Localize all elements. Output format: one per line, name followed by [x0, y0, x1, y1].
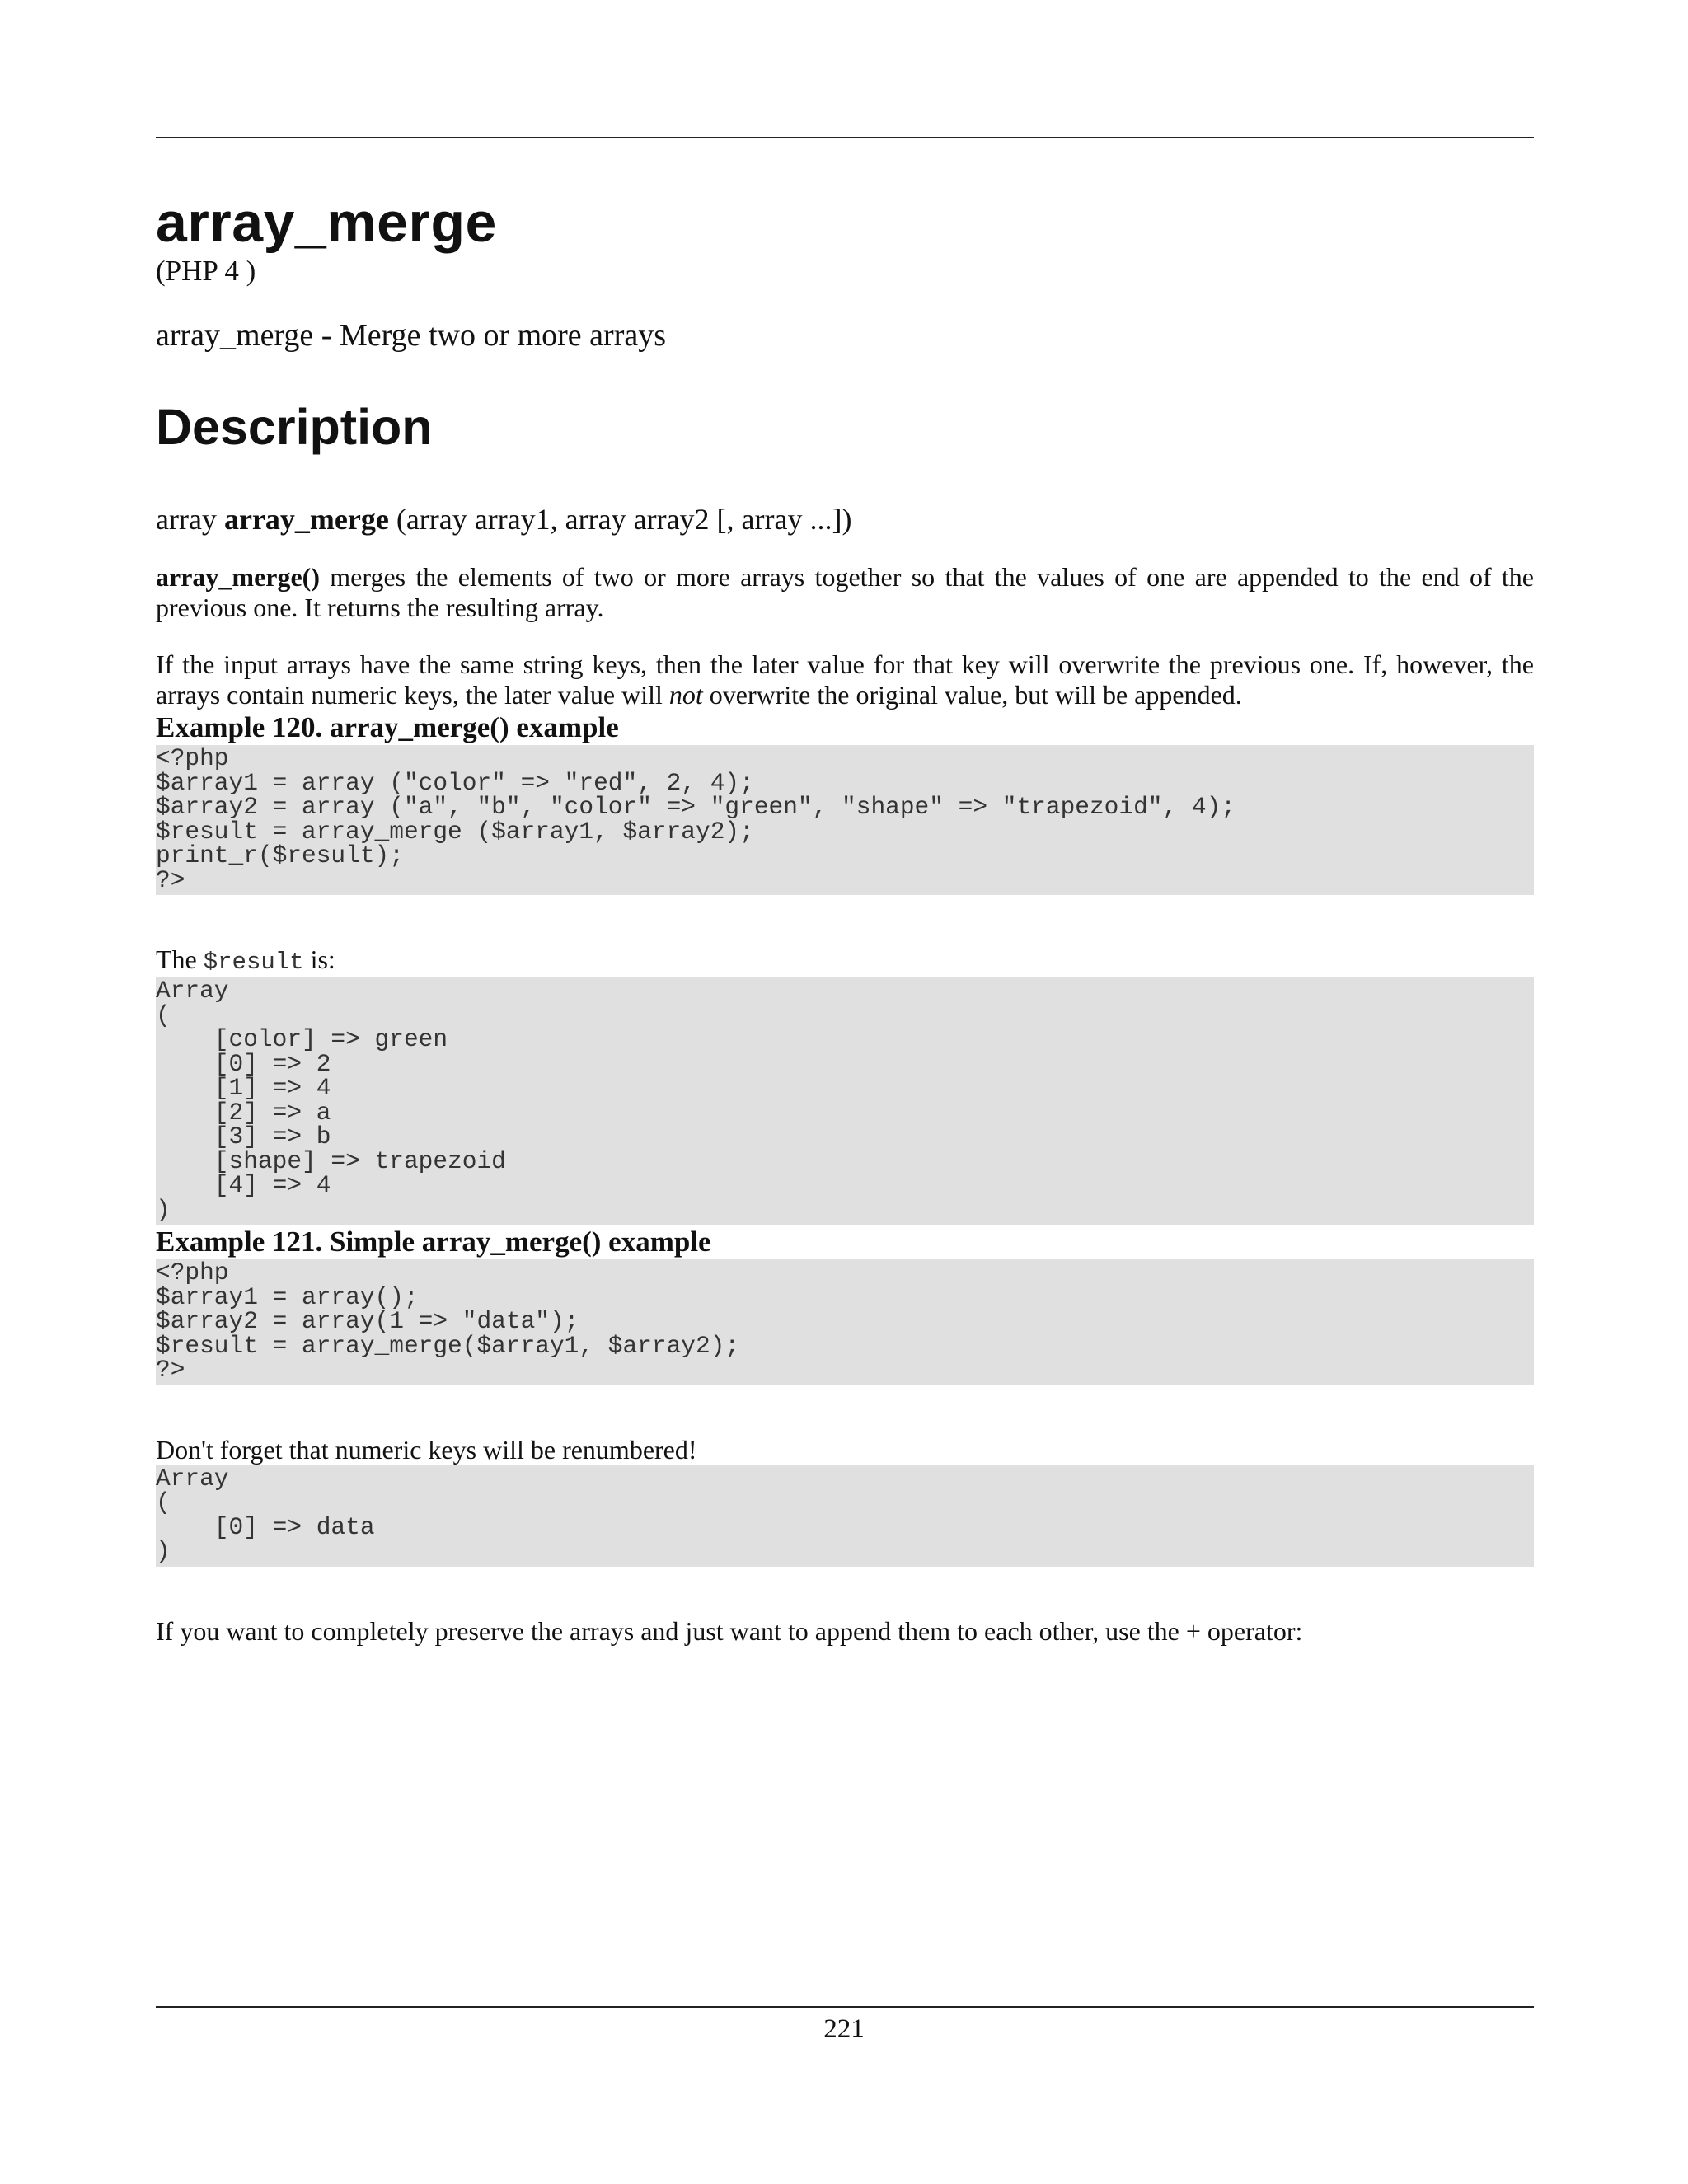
description-paragraph-1: [156, 562, 1534, 623]
emphasis-not: not: [668, 680, 703, 710]
example-121-title: Example 121. Simple array_merge() example: [156, 1226, 711, 1258]
synopsis-function-name: array_merge: [223, 503, 389, 536]
example-120-title: Example 120. array_merge() example: [156, 711, 619, 743]
function-purpose: array_merge - Merge two or more arrays: [156, 318, 667, 353]
example-120-output: Array ( [color] => green [0] => 2 [1] => 4 [2] => a [3] => b [shape] => trapezoid [4] => 4 ): [156, 977, 1534, 1225]
footer-rule: [156, 2006, 1534, 2008]
php-version: (PHP 4 ): [156, 255, 256, 287]
result-variable: $result: [203, 949, 304, 976]
function-reference: array_merge(): [156, 562, 320, 592]
paragraph-text: operator:: [1200, 1615, 1303, 1646]
function-title: array_merge: [156, 191, 497, 254]
synopsis-params: (array array1, array array2 [, array ...]): [388, 503, 852, 536]
page-number: 221: [823, 2014, 865, 2044]
paragraph-text: is:: [303, 944, 335, 974]
example-121-code: <?php $array1 = array(); $array2 = array(1 => "data"); $result = array_merge($array1, $array2); ?>: [156, 1259, 1534, 1385]
paragraph-text: If you want to completely preserve the arrays and just want to append them to each other, use the: [156, 1615, 1186, 1646]
description-heading: Description: [156, 399, 433, 455]
renumber-note: Don't forget that numeric keys will be renumbered!: [156, 1434, 697, 1465]
synopsis-return-type: array: [156, 503, 224, 536]
paragraph-text: The: [156, 944, 204, 974]
function-synopsis: [156, 501, 1534, 537]
paragraph-text: overwrite the original value, but will be appended.: [702, 680, 1242, 710]
closing-paragraph: [156, 1616, 1534, 1647]
description-paragraph-2: [156, 649, 1534, 710]
result-intro: [156, 944, 1534, 977]
page-content: [156, 137, 1534, 1647]
example-120-code: <?php $array1 = array ("color" => "red", 2, 4); $array2 = array ("a", "b", "color" => "green", "shape" => "trapezoid", 4); $result = array_merge ($array1, $array2); print_r($result); ?>: [156, 745, 1534, 895]
paragraph-text: merges the elements of two or more arrays together so that the values of one are appended to the end of the previous one. It returns the resulting array.: [156, 562, 1534, 622]
plus-operator: +: [1185, 1615, 1201, 1646]
paragraph-text: If the input arrays have the same string keys, then the later value for that key will overwrite the previous one. If, however, the arrays contain numeric keys, the later value will: [156, 649, 1534, 710]
example-121-output: Array ( [0] => data ): [156, 1465, 1534, 1567]
